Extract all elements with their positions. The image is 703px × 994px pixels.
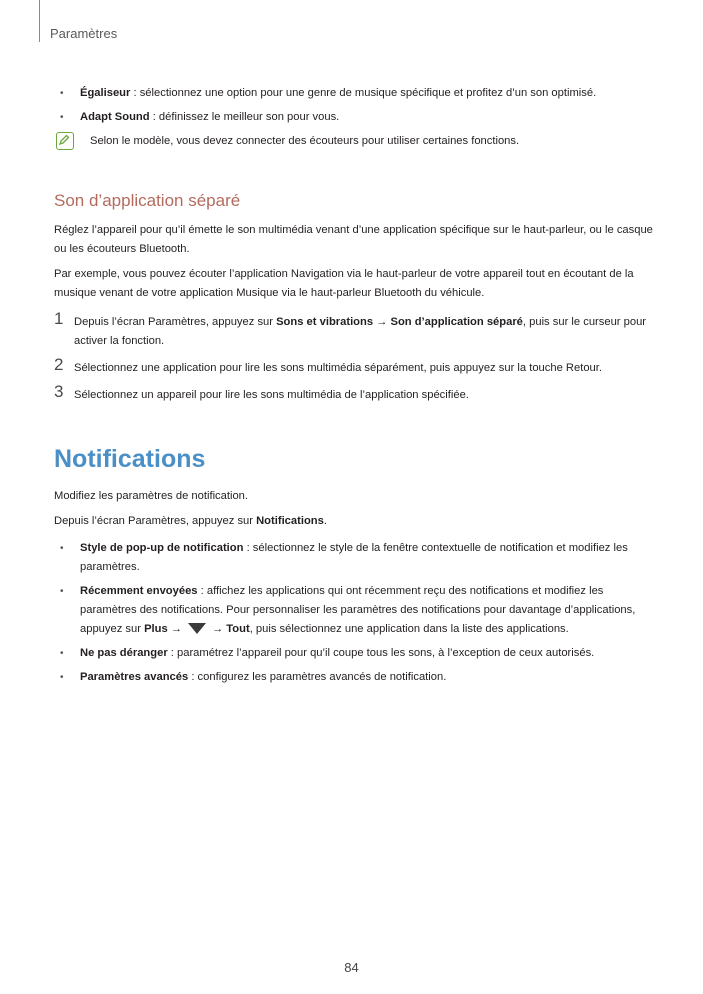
bullet-term: Style de pop-up de notification [80, 542, 244, 554]
step-item [54, 355, 654, 378]
steps-list [54, 309, 654, 405]
list-item [54, 582, 654, 639]
note-pencil-icon [56, 132, 74, 150]
note-box [54, 132, 654, 154]
dropdown-triangle-icon [188, 623, 206, 634]
bullet-text: : définissez le meilleur son pour vous. [149, 111, 340, 123]
step-item [54, 309, 654, 351]
step-bold: Son d’application séparé [390, 316, 523, 328]
paragraph-text: . [323, 515, 327, 527]
header-rule [39, 0, 40, 42]
list-item [54, 108, 654, 127]
arrow-text: → [212, 623, 227, 635]
list-item [54, 644, 654, 663]
subsection-paragraph: Par exemple, vous pouvez écouter l’application Navigation via le haut-parleur de votre appareil tout en écoutant de la musique venant de votre application Musique via le haut-parleur Bluetooth du véhicule. [54, 268, 634, 299]
bullet-bold: Tout [226, 623, 250, 635]
bullet-text: : sélectionnez le style de la fenêtre contextuelle de notification et modifiez les paramètres. [80, 542, 628, 573]
page-number: 84 [344, 960, 359, 975]
step-text: , puis sur le curseur pour activer la fonction. [74, 316, 647, 347]
page-content [54, 84, 654, 692]
arrow-text: → [373, 316, 391, 328]
bullet-text: , puis sélectionnez une application dans la liste des applications. [249, 623, 569, 635]
bullet-text: : paramétrez l’appareil pour qu’il coupe tous les sons, à l’exception de ceux autorisés. [167, 647, 595, 659]
step-text: Sélectionnez une application pour lire les sons multimédia séparément, puis appuyez sur la touche Retour. [74, 362, 602, 374]
bullet-bold: Plus [144, 623, 168, 635]
list-item [54, 84, 654, 103]
section-paragraph: Modifiez les paramètres de notification. [54, 490, 249, 502]
arrow-text: → [167, 623, 182, 635]
bullet-term: Ne pas déranger [80, 647, 168, 659]
step-item [54, 382, 654, 405]
bullet-term: Récemment envoyées [80, 585, 198, 597]
step-number: 2 [54, 355, 64, 374]
step-text: Depuis l’écran Paramètres, appuyez sur [74, 316, 277, 328]
paragraph-text: Depuis l’écran Paramètres, appuyez sur [54, 515, 257, 527]
section-title: Notifications [54, 445, 206, 473]
subsection-title: Son d’application séparé [54, 191, 241, 210]
header-title: Paramètres [50, 26, 118, 41]
paragraph-bold: Notifications [256, 515, 324, 527]
bullet-text: : affichez les applications qui ont récemment reçu des notifications et modifiez les paramètres des notifications. Pour personnaliser les paramètres des notifications pour davantage d’applications, appuyez sur [80, 585, 636, 635]
bullet-text: : configurez les paramètres avancés de notification. [188, 671, 447, 683]
subsection-paragraph: Réglez l’appareil pour qu’il émette le son multimédia venant d’une application spécifique sur le haut-parleur, ou le casque ou les écouteurs Bluetooth. [54, 224, 653, 255]
list-item [54, 668, 654, 687]
bullet-term: Paramètres avancés [80, 671, 189, 683]
step-text: Sélectionnez un appareil pour lire les sons multimédia de l’application spécifiée. [74, 389, 469, 401]
top-bullet-list [54, 84, 654, 127]
bullet-term: Adapt Sound [80, 111, 150, 123]
notification-bullet-list [54, 539, 654, 687]
section-paragraph [54, 512, 654, 531]
step-number: 1 [54, 309, 64, 328]
step-bold: Sons et vibrations [276, 316, 374, 328]
bullet-term: Égaliseur [80, 87, 131, 99]
list-item [54, 539, 654, 577]
note-text: Selon le modèle, vous devez connecter des écouteurs pour utiliser certaines fonctions. [90, 135, 520, 147]
bullet-text: : sélectionnez une option pour une genre de musique spécifique et profitez d’un son optimisé. [130, 87, 597, 99]
step-number: 3 [54, 382, 64, 401]
